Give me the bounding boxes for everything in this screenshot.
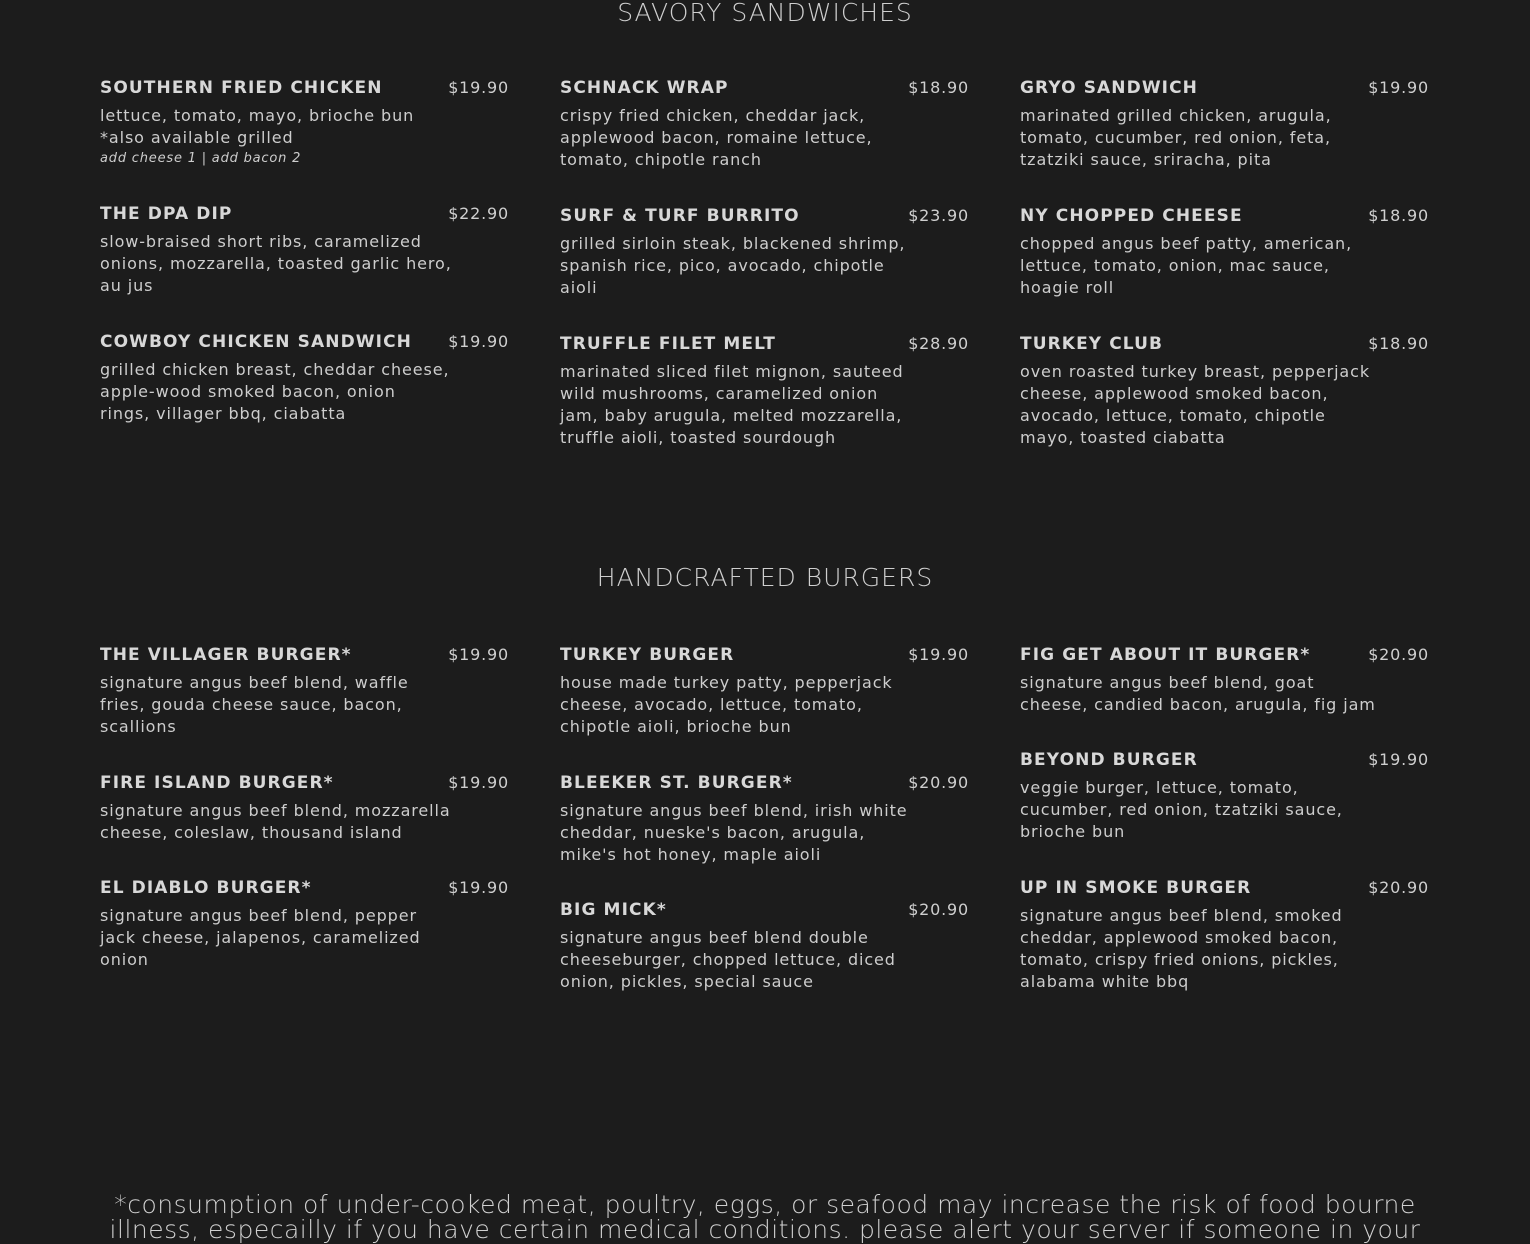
item-price: $23.90 bbox=[908, 206, 969, 225]
section-title: HANDCRAFTED BURGERS bbox=[596, 563, 934, 592]
item-description-line: onion bbox=[100, 950, 149, 969]
item-price: $19.90 bbox=[448, 773, 509, 792]
item-name: UP IN SMOKE BURGER bbox=[1020, 878, 1252, 898]
item-price: $20.90 bbox=[908, 900, 969, 919]
item-description-line: cucumber, red onion, tzatziki sauce, bbox=[1020, 800, 1343, 819]
item-price: $20.90 bbox=[1368, 878, 1429, 897]
item-description-line: signature angus beef blend, goat bbox=[1020, 673, 1315, 692]
item-name: BIG MICK* bbox=[560, 900, 667, 920]
item-description bbox=[100, 359, 460, 425]
footnote-line: illness, especailly if you have certain medical conditions. please alert your server if someone in your bbox=[109, 1215, 1421, 1244]
section-title: SAVORY SANDWICHES bbox=[617, 0, 913, 27]
item-description bbox=[560, 800, 920, 866]
section-handcrafted-burgers bbox=[0, 563, 1530, 592]
footnote-line: *consumption of under-cooked meat, poultry, eggs, or seafood may increase the risk of food bourne bbox=[114, 1190, 1416, 1219]
item-description-line: cheese, coleslaw, thousand island bbox=[100, 823, 403, 842]
item-description-line: jam, baby arugula, melted mozzarella, bbox=[560, 406, 903, 425]
item-description bbox=[560, 927, 920, 993]
item-description-line: crispy fried chicken, cheddar jack, bbox=[560, 106, 866, 125]
item-name: COWBOY CHICKEN SANDWICH bbox=[100, 332, 412, 352]
item-description-line: au jus bbox=[100, 276, 154, 295]
item-description-line: signature angus beef blend, smoked bbox=[1020, 906, 1343, 925]
item-description-line: alabama white bbq bbox=[1020, 972, 1190, 991]
item-price: $19.90 bbox=[1368, 78, 1429, 97]
item-name: TURKEY BURGER bbox=[560, 645, 735, 665]
item-name: SCHNACK WRAP bbox=[560, 78, 729, 98]
item-description-line: lettuce, tomato, mayo, brioche bun bbox=[100, 106, 415, 125]
item-description-line: tzatziki sauce, sriracha, pita bbox=[1020, 150, 1272, 169]
item-price: $19.90 bbox=[448, 332, 509, 351]
item-description-line: marinated sliced filet mignon, sauteed bbox=[560, 362, 904, 381]
item-description-line: cheeseburger, chopped lettuce, diced bbox=[560, 950, 896, 969]
item-price: $19.90 bbox=[448, 878, 509, 897]
item-description-line: tomato, chipotle ranch bbox=[560, 150, 762, 169]
item-description-line: brioche bun bbox=[1020, 822, 1126, 841]
item-price: $19.90 bbox=[448, 78, 509, 97]
item-price: $19.90 bbox=[1368, 750, 1429, 769]
item-description-line: signature angus beef blend double bbox=[560, 928, 869, 947]
item-description bbox=[100, 800, 460, 844]
item-description-line: truffle aioli, toasted sourdough bbox=[560, 428, 837, 447]
item-name: TRUFFLE FILET MELT bbox=[560, 334, 776, 354]
item-price: $19.90 bbox=[908, 645, 969, 664]
item-description-line: apple-wood smoked bacon, onion bbox=[100, 382, 396, 401]
item-name: GRYO SANDWICH bbox=[1020, 78, 1199, 98]
item-name: BEYOND BURGER bbox=[1020, 750, 1198, 770]
item-description bbox=[100, 231, 460, 297]
item-description bbox=[560, 105, 920, 171]
item-name: BLEEKER ST. BURGER* bbox=[560, 773, 793, 793]
item-price: $19.90 bbox=[448, 645, 509, 664]
item-description-line: cheddar, nueske's bacon, arugula, bbox=[560, 823, 866, 842]
item-description-line: chipotle aioli, brioche bun bbox=[560, 717, 792, 736]
item-description bbox=[100, 105, 460, 169]
item-description-line: slow-braised short ribs, caramelized bbox=[100, 232, 422, 251]
item-description-line: signature angus beef blend, waffle bbox=[100, 673, 409, 692]
item-description-line: jack cheese, jalapenos, caramelized bbox=[100, 928, 421, 947]
item-description-line: lettuce, tomato, onion, mac sauce, bbox=[1020, 256, 1330, 275]
item-description-line: house made turkey patty, pepperjack bbox=[560, 673, 893, 692]
item-name: SURF & TURF BURRITO bbox=[560, 206, 800, 226]
item-description-line: aioli bbox=[560, 278, 598, 297]
item-name: EL DIABLO BURGER* bbox=[100, 878, 312, 898]
item-description-line: cheese, avocado, lettuce, tomato, bbox=[560, 695, 863, 714]
item-description-line: grilled sirloin steak, blackened shrimp, bbox=[560, 234, 906, 253]
item-description-line: fries, gouda cheese sauce, bacon, bbox=[100, 695, 403, 714]
item-description-line: veggie burger, lettuce, tomato, bbox=[1020, 778, 1299, 797]
item-description bbox=[1020, 672, 1380, 716]
item-price: $20.90 bbox=[1368, 645, 1429, 664]
item-name: FIG GET ABOUT IT BURGER* bbox=[1020, 645, 1311, 665]
item-name: THE VILLAGER BURGER* bbox=[100, 645, 352, 665]
item-description-line: applewood bacon, romaine lettuce, bbox=[560, 128, 873, 147]
item-description bbox=[1020, 361, 1380, 449]
item-description-line: tomato, crispy fried onions, pickles, bbox=[1020, 950, 1339, 969]
item-description bbox=[560, 361, 920, 449]
item-price: $28.90 bbox=[908, 334, 969, 353]
item-description-line: wild mushrooms, caramelized onion bbox=[560, 384, 879, 403]
item-description-line: signature angus beef blend, pepper bbox=[100, 906, 417, 925]
item-price: $20.90 bbox=[908, 773, 969, 792]
item-price: $18.90 bbox=[1368, 334, 1429, 353]
item-description-line: chopped angus beef patty, american, bbox=[1020, 234, 1353, 253]
item-description-line: *also available grilled bbox=[100, 128, 294, 147]
item-description-line: scallions bbox=[100, 717, 177, 736]
item-description-line: mayo, toasted ciabatta bbox=[1020, 428, 1226, 447]
item-description bbox=[1020, 905, 1380, 993]
item-description bbox=[560, 672, 920, 738]
item-addons: add cheese 1 | add bacon 2 bbox=[100, 151, 302, 166]
section-savory-sandwiches bbox=[0, 0, 1530, 27]
item-description bbox=[100, 672, 460, 738]
item-price: $22.90 bbox=[448, 204, 509, 223]
item-name: FIRE ISLAND BURGER* bbox=[100, 773, 334, 793]
item-description-line: cheddar, applewood smoked bacon, bbox=[1020, 928, 1339, 947]
item-description-line: marinated grilled chicken, arugula, bbox=[1020, 106, 1332, 125]
item-description-line: oven roasted turkey breast, pepperjack bbox=[1020, 362, 1370, 381]
item-description bbox=[100, 905, 460, 971]
item-description-line: signature angus beef blend, mozzarella bbox=[100, 801, 451, 820]
item-price: $18.90 bbox=[908, 78, 969, 97]
item-description-line: tomato, cucumber, red onion, feta, bbox=[1020, 128, 1331, 147]
item-description-line: onions, mozzarella, toasted garlic hero, bbox=[100, 254, 452, 273]
item-description-line: cheese, candied bacon, arugula, fig jam bbox=[1020, 695, 1376, 714]
item-description-line: cheese, applewood smoked bacon, bbox=[1020, 384, 1329, 403]
item-description bbox=[1020, 105, 1380, 171]
item-description-line: avocado, lettuce, tomato, chipotle bbox=[1020, 406, 1326, 425]
item-name: NY CHOPPED CHEESE bbox=[1020, 206, 1243, 226]
item-description-line: hoagie roll bbox=[1020, 278, 1115, 297]
item-description-line: spanish rice, pico, avocado, chipotle bbox=[560, 256, 885, 275]
item-description-line: onion, pickles, special sauce bbox=[560, 972, 814, 991]
item-name: SOUTHERN FRIED CHICKEN bbox=[100, 78, 383, 98]
item-description-line: signature angus beef blend, irish white bbox=[560, 801, 908, 820]
item-description-line: rings, villager bbq, ciabatta bbox=[100, 404, 347, 423]
item-description-line: grilled chicken breast, cheddar cheese, bbox=[100, 360, 450, 379]
item-description bbox=[560, 233, 920, 299]
item-name: TURKEY CLUB bbox=[1020, 334, 1164, 354]
item-description bbox=[1020, 777, 1380, 843]
item-description-line: mike's hot honey, maple aioli bbox=[560, 845, 822, 864]
item-name: THE DPA DIP bbox=[100, 204, 233, 224]
item-price: $18.90 bbox=[1368, 206, 1429, 225]
consumption-advisory bbox=[0, 1192, 1530, 1242]
item-description bbox=[1020, 233, 1380, 299]
